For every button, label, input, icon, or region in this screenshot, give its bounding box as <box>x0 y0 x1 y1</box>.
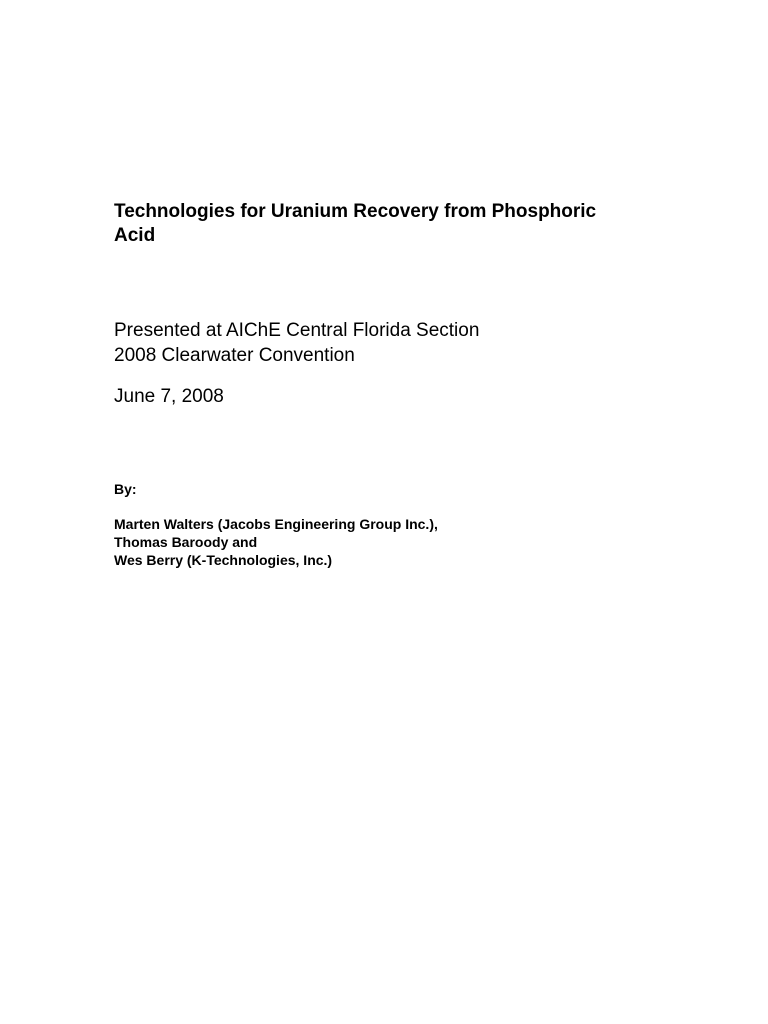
author-line-1: Marten Walters (Jacobs Engineering Group Inc.), <box>114 516 438 532</box>
presentation-date: June 7, 2008 <box>114 386 224 407</box>
author-line-2: Thomas Baroody and <box>114 534 258 550</box>
presentation-info <box>114 318 674 368</box>
title-line-2: Acid <box>114 225 156 246</box>
author-line-3: Wes Berry (K-Technologies, Inc.) <box>114 552 333 568</box>
presented-line-1: Presented at AIChE Central Florida Section <box>114 320 480 341</box>
title-line-1: Technologies for Uranium Recovery from Phosphoric <box>114 201 597 222</box>
document-title <box>114 200 654 248</box>
presented-line-2: 2008 Clearwater Convention <box>114 345 355 366</box>
author-list <box>114 515 614 569</box>
by-label: By: <box>114 481 137 497</box>
